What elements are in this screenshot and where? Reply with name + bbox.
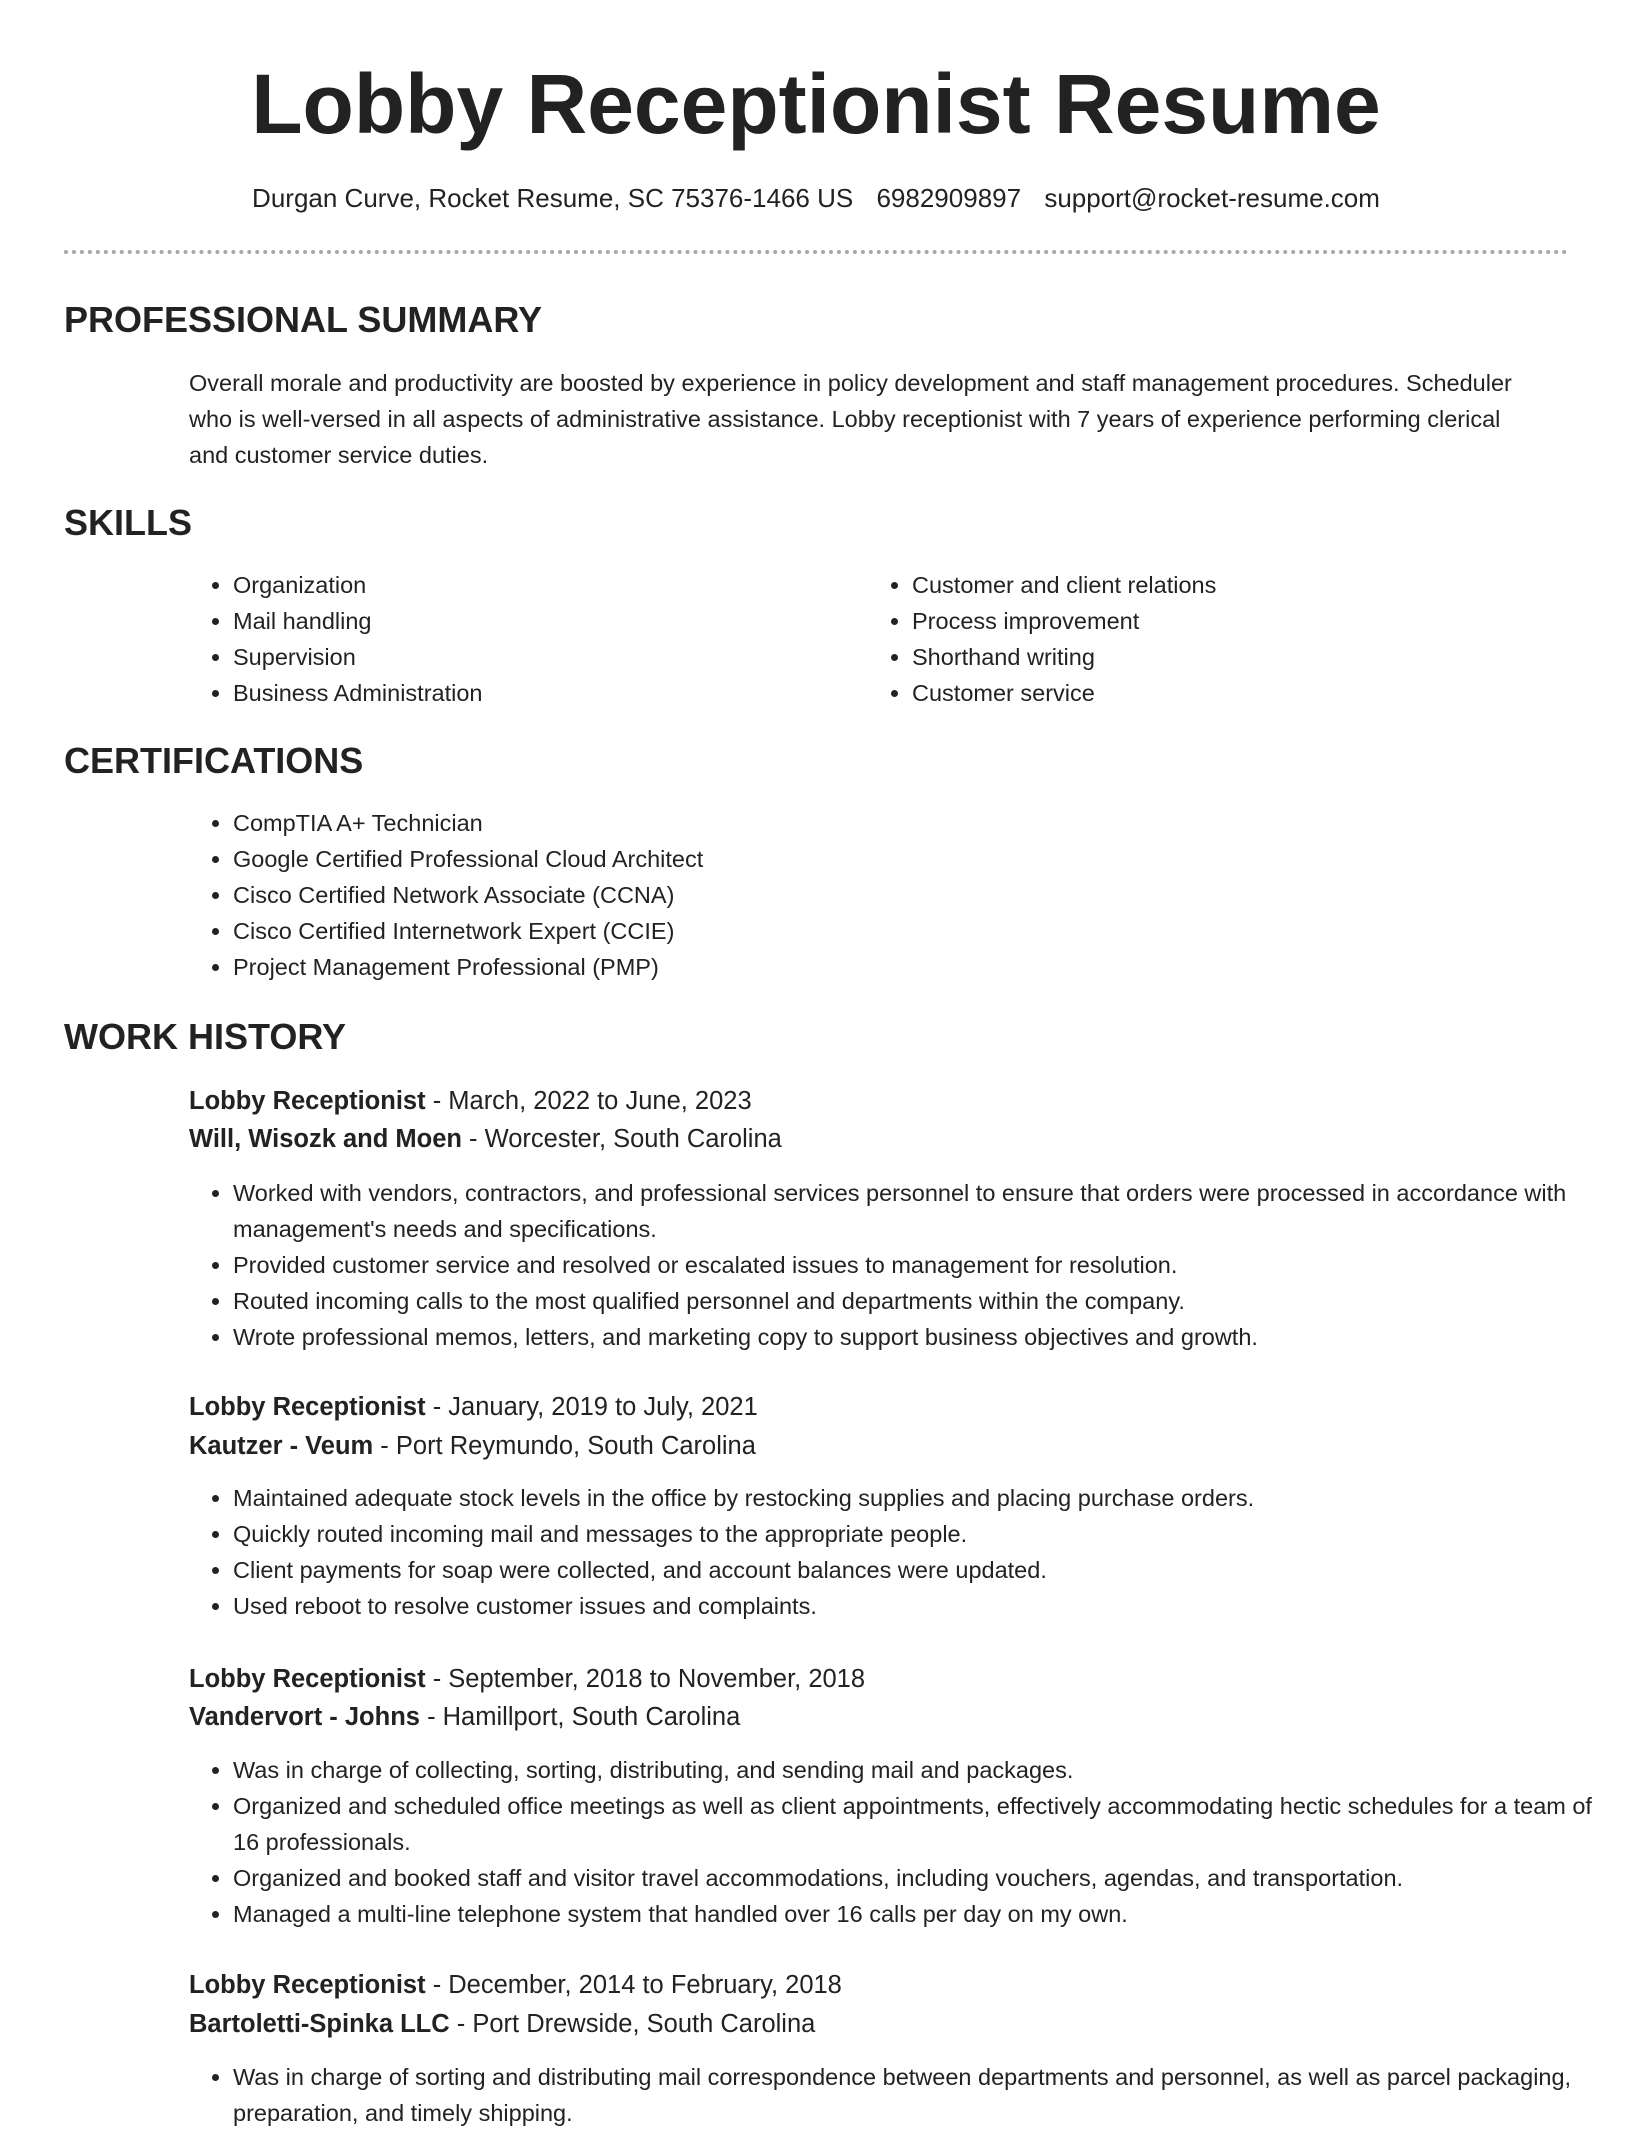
job-bullets xyxy=(189,1175,1593,1355)
skill-item: • Shorthand writing xyxy=(912,639,1552,675)
job-bullet: • Organized and booked staff and visitor travel accommodations, including vouchers, agendas, and transportation. xyxy=(233,1860,1593,1896)
certification-item: • Project Management Professional (PMP) xyxy=(233,949,1533,985)
job-bullet: • Maintained adequate stock levels in the office by restocking supplies and placing purchase orders. xyxy=(233,1480,1593,1516)
contact-line xyxy=(0,180,1632,216)
summary-heading: PROFESSIONAL SUMMARY xyxy=(64,299,543,340)
job-company: Vandervort - Johns xyxy=(189,1703,420,1731)
contact-address: Durgan Curve, Rocket Resume, SC 75376-1466 US xyxy=(252,183,854,213)
skill-item: • Customer and client relations xyxy=(912,567,1552,603)
job-dates: - December, 2014 to February, 2018 xyxy=(425,1971,842,1999)
job-title: Lobby Receptionist xyxy=(189,1087,426,1115)
job-bullets xyxy=(189,2059,1593,2131)
job-dates: - September, 2018 to November, 2018 xyxy=(425,1665,866,1693)
skills-list-left xyxy=(189,567,863,711)
skills-heading: SKILLS xyxy=(64,502,193,543)
job-company-line xyxy=(189,2005,815,2043)
job-bullet: • Organized and scheduled office meetings as well as client appointments, effectively accommodating hectic schedules for a team of 16 professionals. xyxy=(233,1788,1593,1860)
job-bullet: • Was in charge of collecting, sorting, distributing, and sending mail and packages. xyxy=(233,1752,1593,1788)
job-location: - Port Drewside, South Carolina xyxy=(449,2010,816,2038)
skill-item: • Process improvement xyxy=(912,603,1552,639)
job-title: Lobby Receptionist xyxy=(189,1665,426,1693)
job-dates: - March, 2022 to June, 2023 xyxy=(425,1087,752,1115)
certification-item: • CompTIA A+ Technician xyxy=(233,805,1533,841)
job-title: Lobby Receptionist xyxy=(189,1971,426,1999)
job-company-line xyxy=(189,1427,756,1465)
certifications-list xyxy=(189,805,1533,985)
job-bullet: • Wrote professional memos, letters, and marketing copy to support business objectives and growth. xyxy=(233,1319,1593,1355)
certification-item: • Google Certified Professional Cloud Architect xyxy=(233,841,1533,877)
certification-item: • Cisco Certified Internetwork Expert (CCIE) xyxy=(233,913,1533,949)
job-bullet: • Managed a multi-line telephone system that handled over 16 calls per day on my own. xyxy=(233,1896,1593,1932)
job-bullets xyxy=(189,1480,1593,1624)
job-location: - Worcester, South Carolina xyxy=(461,1125,782,1153)
job-bullet: • Worked with vendors, contractors, and professional services personnel to ensure that orders were processed in accordance with management's needs and specifications. xyxy=(233,1175,1593,1247)
job-bullet: • Routed incoming calls to the most qualified personnel and departments within the company. xyxy=(233,1283,1593,1319)
summary-text: Overall morale and productivity are boosted by experience in policy development and staff management procedures. Scheduler who is well-versed in all aspects of administrative assistance. Lobby receptionist with 7 years of experience performing clerical and customer service duties. xyxy=(189,370,1512,468)
work-history-heading: WORK HISTORY xyxy=(64,1016,347,1057)
certification-item: • Cisco Certified Network Associate (CCNA) xyxy=(233,877,1533,913)
job-title-line xyxy=(189,1388,758,1426)
job-bullet: • Used reboot to resolve customer issues and complaints. xyxy=(233,1588,1593,1624)
job-dates: - January, 2019 to July, 2021 xyxy=(425,1393,758,1421)
job-title-line xyxy=(189,1660,865,1698)
job-company-line xyxy=(189,1698,740,1736)
skill-item: • Customer service xyxy=(912,675,1552,711)
job-title: Lobby Receptionist xyxy=(189,1393,426,1421)
job-bullet: • Provided customer service and resolved or escalated issues to management for resolution. xyxy=(233,1247,1593,1283)
skill-item: • Mail handling xyxy=(233,603,863,639)
job-bullet: • Quickly routed incoming mail and messages to the appropriate people. xyxy=(233,1516,1593,1552)
job-title-line xyxy=(189,1966,842,2004)
job-location: - Hamillport, South Carolina xyxy=(419,1703,741,1731)
contact-phone: 6982909897 xyxy=(876,183,1022,213)
job-location: - Port Reymundo, South Carolina xyxy=(373,1432,756,1460)
job-bullet: • Client payments for soap were collected, and account balances were updated. xyxy=(233,1552,1593,1588)
job-bullets xyxy=(189,1752,1593,1932)
contact-email: support@rocket-resume.com xyxy=(1044,183,1380,213)
job-title-line xyxy=(189,1082,752,1120)
job-company: Will, Wisozk and Moen xyxy=(189,1125,462,1153)
header-divider xyxy=(64,250,1568,254)
job-company: Bartoletti-Spinka LLC xyxy=(189,2010,450,2038)
skills-list-right xyxy=(868,567,1552,711)
skill-item: • Supervision xyxy=(233,639,863,675)
skill-item: • Organization xyxy=(233,567,863,603)
job-company: Kautzer - Veum xyxy=(189,1432,374,1460)
certifications-heading: CERTIFICATIONS xyxy=(64,740,364,781)
skill-item: • Business Administration xyxy=(233,675,863,711)
job-bullet: • Was in charge of sorting and distributing mail correspondence between departments and personnel, as well as parcel packaging, preparation, and timely shipping. xyxy=(233,2059,1593,2131)
job-company-line xyxy=(189,1120,782,1158)
resume-title: Lobby Receptionist Resume xyxy=(251,57,1381,151)
